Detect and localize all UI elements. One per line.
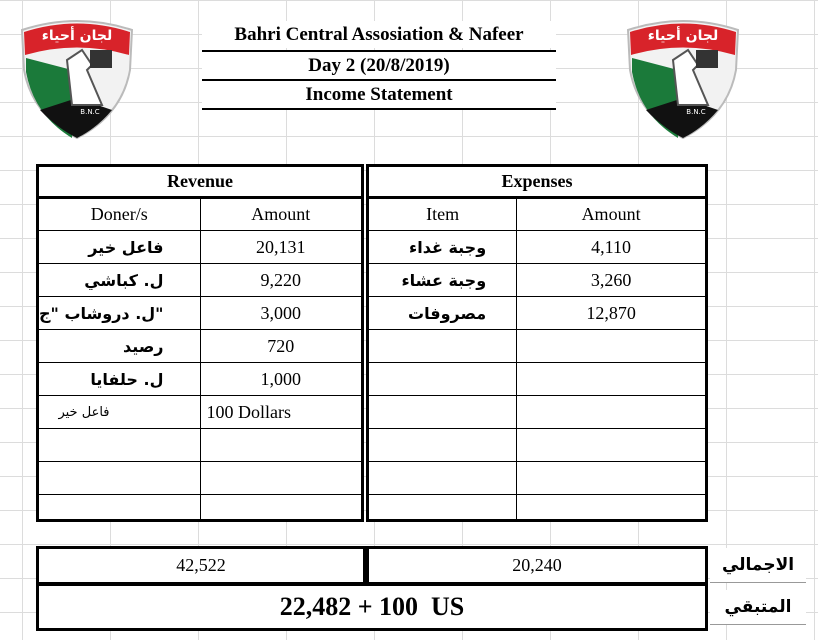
table-row <box>368 363 707 396</box>
table-row <box>38 297 363 330</box>
expenses-table <box>366 164 708 522</box>
amount-cell: 4,110 <box>517 231 707 264</box>
empty-cell <box>517 462 707 495</box>
donor-cell: "ل. دروشاب "ج <box>38 297 201 330</box>
remaining-balance: 22,482 + 100 US <box>36 583 708 631</box>
table-row <box>38 396 363 429</box>
empty-cell <box>517 363 707 396</box>
amount-cell: 9,220 <box>200 264 363 297</box>
amount-cell: 12,870 <box>517 297 707 330</box>
empty-cell <box>368 330 517 363</box>
amount-cell: 3,000 <box>200 297 363 330</box>
logo-right-text: لجان أحياء <box>647 28 719 44</box>
empty-cell <box>368 396 517 429</box>
table-row <box>38 363 363 396</box>
revenue-heading: Revenue <box>38 166 363 198</box>
logo-right-letters: B.N.C <box>686 108 706 116</box>
donor-cell: ل. كباشي <box>38 264 201 297</box>
amount-cell: 3,260 <box>517 264 707 297</box>
empty-cell <box>517 495 707 521</box>
table-row <box>38 330 363 363</box>
donor-cell: فاعل خير <box>38 396 201 429</box>
table-row <box>38 231 363 264</box>
remaining-label: المتبقي <box>710 590 806 625</box>
document-date: Day 2 (20/8/2019) <box>202 50 556 79</box>
table-row <box>38 264 363 297</box>
revenue-col-amount: Amount <box>200 198 363 231</box>
empty-cell <box>38 429 201 462</box>
donor-cell: ل. حلفايا <box>38 363 201 396</box>
table-row <box>368 297 707 330</box>
expenses-heading: Expenses <box>368 166 707 198</box>
empty-cell <box>38 462 201 495</box>
table-row <box>38 462 363 495</box>
table-row <box>368 264 707 297</box>
logo-left-text: لجان أحياء <box>41 28 113 44</box>
empty-cell <box>368 462 517 495</box>
donor-cell: فاعل خير <box>38 231 201 264</box>
item-cell: مصروفات <box>368 297 517 330</box>
empty-cell <box>200 495 363 521</box>
logo-right <box>618 10 748 140</box>
empty-cell <box>368 495 517 521</box>
revenue-table <box>36 164 364 522</box>
empty-cell <box>200 429 363 462</box>
empty-cell <box>517 396 707 429</box>
logo-left <box>12 10 142 140</box>
expenses-col-item: Item <box>368 198 517 231</box>
table-row <box>368 429 707 462</box>
empty-cell <box>200 462 363 495</box>
empty-cell <box>38 495 201 521</box>
document-subtitle: Income Statement <box>202 79 556 110</box>
amount-cell: 1,000 <box>200 363 363 396</box>
total-label: الاجمالي <box>710 548 806 583</box>
donor-cell: رصيد <box>38 330 201 363</box>
empty-cell <box>368 363 517 396</box>
table-row <box>368 396 707 429</box>
item-cell: وجبة عشاء <box>368 264 517 297</box>
table-row <box>368 231 707 264</box>
item-cell: وجبة غداء <box>368 231 517 264</box>
logo-left-letters: B.N.C <box>80 108 100 116</box>
amount-cell: 100 Dollars <box>200 396 363 429</box>
empty-cell <box>517 330 707 363</box>
amount-cell: 20,131 <box>200 231 363 264</box>
table-row <box>38 495 363 521</box>
table-row <box>38 429 363 462</box>
table-row <box>368 495 707 521</box>
table-row <box>368 462 707 495</box>
revenue-col-donor: Doner/s <box>38 198 201 231</box>
amount-cell: 720 <box>200 330 363 363</box>
document-title: Bahri Central Assosiation & Nafeer <box>202 21 556 48</box>
revenue-total: 42,522 <box>36 546 366 585</box>
table-row <box>368 330 707 363</box>
empty-cell <box>517 429 707 462</box>
expenses-total: 20,240 <box>366 546 708 585</box>
expenses-col-amount: Amount <box>517 198 707 231</box>
empty-cell <box>368 429 517 462</box>
